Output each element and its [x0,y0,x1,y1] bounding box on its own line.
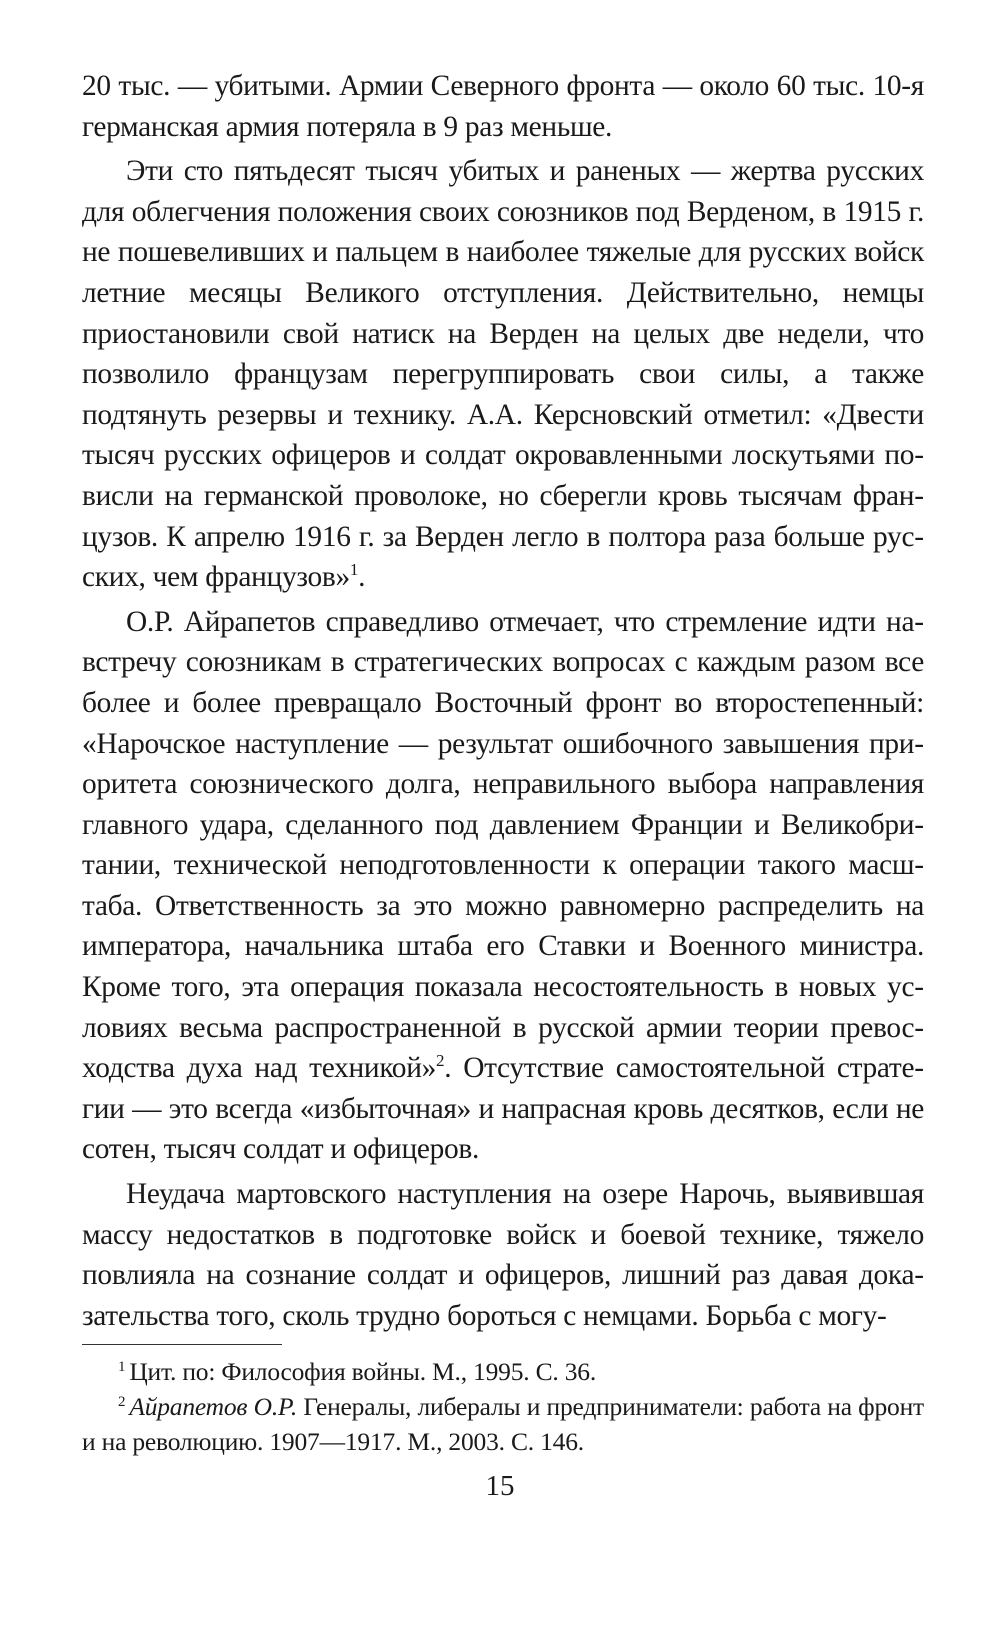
paragraph-3-text: О.Р. Айрапетов справедливо отмечает, что стремление идти навстречу союзникам в стратегических вопросах с каждым разом все более и более превращало Восточный фронт во второстепенный: «Нарочское наступление — результат ошибочного завышения приоритета союзнического долга, неправильного выбора направления главного удара, сделанного под давлением Франции и Великобритании, технической неподготовленности к операции такого масштаба. Ответственность за это можно равномерно распределить на императора, начальника штаба его Ставки и Военного министра. Кроме того, эта операция показала несостоятельность в новых условиях весьма распространенной в русской армии теории превосходства духа над техникой» [82,605,924,1085]
footnotes [82,1354,924,1459]
footnote-divider [82,1344,282,1345]
paragraph-2-text-after: . [358,561,366,594]
footnote-1 [82,1354,924,1389]
footnote-2-text: Генералы, либералы и предприниматели: работа на фронт и на революцию. 1907—1917. М., 2003. С. 146. [82,1392,925,1456]
footnote-2-marker: 2 [118,1393,126,1410]
footnote-ref-2[interactable]: 2 [436,1051,445,1071]
paragraph-1 [82,66,924,147]
footnote-1-marker: 1 [118,1358,126,1375]
footnote-1-text: Цит. по: Философия войны. М., 1995. С. 36. [129,1357,597,1386]
footnote-2 [82,1389,924,1459]
paragraph-2 [82,151,924,598]
footnote-2-author: Айрапетов О.Р. [129,1392,298,1421]
paragraph-2-text: Эти сто пятьдесят тысяч убитых и раненых — жертва русских для облегчения положения своих союзников под Верденом, в 1915 г. не пошевеливших и пальцем в наиболее тяжелые для русских войск летние месяцы Великого отступления. Действительно, немцы приостановили свой натиск на Верден на целых две недели, что позволило французам перегруппировать свои силы, а также подтянуть резервы и технику. А.А. Керсновский отметил: «Двести тысяч русских офицеров и солдат окровавленными лоскутьями повисли на германской проволоке, но сберегли кровь тысячам французов. К апрелю 1916 г. за Верден легло в полтора раза больше русских, чем французов» [82,155,924,594]
paragraph-4 [82,1174,924,1336]
paragraph-1-text: 20 тыс. — убитыми. Армии Северного фронта — около 60 тыс. 10-я германская армия потеряла в 9 раз меньше. [82,70,924,143]
footnote-ref-1[interactable]: 1 [349,560,359,580]
page-body [82,66,924,1336]
paragraph-3-text-after: . Отсутствие самостоятельной стратегии — это всегда «избыточная» и напрасная кровь десятков, если не сотен, тысяч солдат и офицеров. [82,1052,924,1166]
paragraph-4-text: Неудача мартовского наступления на озере Нарочь, выявившая массу недостатков в подготовке войск и боевой технике, тяжело повлияла на сознание солдат и офицеров, лишний раз давая доказательства того, сколь трудно бороться с немцами. Борьба с могу- [82,1178,924,1332]
paragraph-3 [82,602,924,1170]
page-number: 15 [485,1470,515,1502]
